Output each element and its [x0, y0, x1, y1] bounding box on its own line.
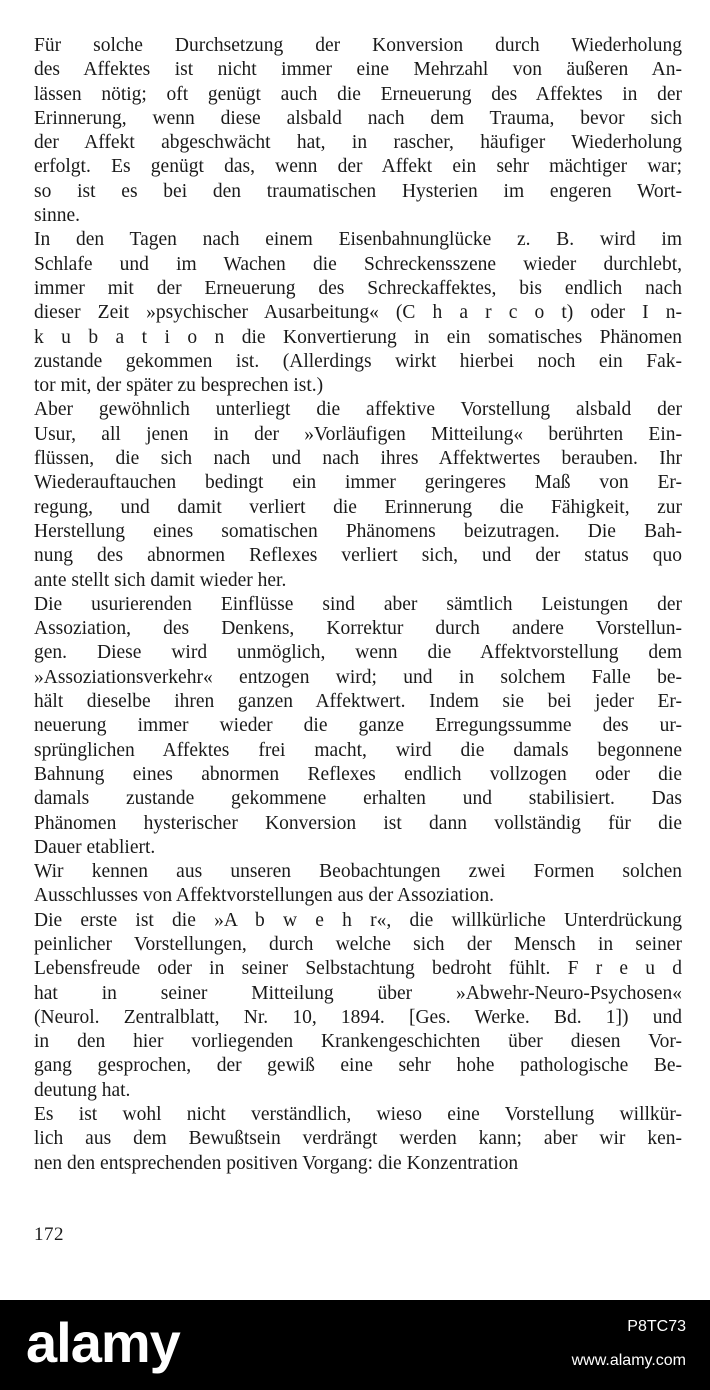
- alamy-logo: alamy: [26, 1311, 180, 1374]
- text-line: Erinnerung, wenn diese alsbald nach dem Trauma, bevor sich: [34, 107, 682, 129]
- text-line: ante stellt sich damit wieder her.: [34, 569, 287, 591]
- text-line: flüssen, die sich nach und nach ihres Affektwertes berauben. Ihr: [34, 448, 682, 470]
- text-line: erfolgt. Es genügt das, wenn der Affekt ein sehr mächtiger war;: [34, 156, 682, 178]
- text-line: lässen nötig; oft genügt auch die Erneuerung des Affektes in der: [34, 83, 682, 105]
- paragraph: [34, 34, 682, 228]
- text-line: gang gesprochen, der gewiß eine sehr hohe pathologische Be-: [34, 1055, 682, 1077]
- text-line: Aber gewöhnlich unterliegt die affektive Vorstellung alsbald der: [34, 399, 682, 421]
- text-line: Wiederauftauchen bedingt ein immer geringeres Maß von Er-: [34, 472, 682, 494]
- paragraph: [34, 228, 682, 398]
- text-line: Bahnung eines abnormen Reflexes endlich vollzogen oder die: [34, 763, 682, 785]
- paragraph: [34, 593, 682, 860]
- text-line: in den hier vorliegenden Krankengeschichten über diesen Vor-: [34, 1031, 682, 1053]
- text-line: damals zustande gekommene erhalten und stabilisiert. Das: [34, 788, 682, 810]
- text-line: Herstellung eines somatischen Phänomens beizutragen. Die Bah-: [34, 520, 682, 542]
- text-line: peinlicher Vorstellungen, durch welche sich der Mensch in seiner: [34, 933, 682, 955]
- text-line: Dauer etabliert.: [34, 836, 156, 858]
- text-line: gen. Diese wird unmöglich, wenn die Affektvorstellung dem: [34, 642, 682, 664]
- text-line: Lebensfreude oder in seiner Selbstachtung bedroht fühlt. F r e u d: [34, 958, 682, 980]
- paragraph: [34, 398, 682, 592]
- text-line: Phänomen hysterischer Konversion ist dann vollständig für die: [34, 812, 682, 834]
- text-line: Assoziation, des Denkens, Korrektur durch andere Vorstellun-: [34, 618, 682, 640]
- text-line: (Neurol. Zentralblatt, Nr. 10, 1894. [Ges. Werke. Bd. 1]) und: [34, 1006, 682, 1028]
- text-line: regung, und damit verliert die Erinnerung die Fähigkeit, zur: [34, 496, 682, 518]
- paragraph: [34, 860, 682, 909]
- text-line: des Affektes ist nicht immer eine Mehrzahl von äußeren An-: [34, 59, 682, 81]
- text-line: hat in seiner Mitteilung über »Abwehr-Neuro-Psychosen«: [34, 982, 682, 1004]
- text-line: so ist es bei den traumatischen Hysterien im engeren Wort-: [34, 180, 682, 202]
- text-line: dieser Zeit »psychischer Ausarbeitung« (C h a r c o t) oder I n-: [34, 302, 682, 324]
- text-line: neuerung immer wieder die ganze Erregungssumme des ur-: [34, 715, 682, 737]
- text-line: nung des abnormen Reflexes verliert sich, und der status quo: [34, 545, 682, 567]
- text-line: immer mit der Erneuerung des Schreckaffektes, bis endlich nach: [34, 277, 682, 299]
- page-number: 172: [34, 1224, 64, 1245]
- text-line: Usur, all jenen in der »Vorläufigen Mitteilung« berührten Ein-: [34, 423, 682, 445]
- text-line: Wir kennen aus unseren Beobachtungen zwei Formen solchen: [34, 861, 682, 883]
- text-line: sinne.: [34, 205, 81, 227]
- text-line: »Assoziationsverkehr« entzogen wird; und in solchem Falle be-: [34, 666, 682, 688]
- text-line: Es ist wohl nicht verständlich, wieso eine Vorstellung willkür-: [34, 1104, 682, 1126]
- text-line: hält dieselbe ihren ganzen Affektwert. Indem sie bei jeder Er-: [34, 691, 682, 713]
- text-line: Für solche Durchsetzung der Konversion durch Wiederholung: [34, 35, 682, 56]
- text-line: lich aus dem Bewußtsein verdrängt werden kann; aber wir ken-: [34, 1128, 682, 1150]
- text-line: Schlafe und im Wachen die Schreckensszene wieder durchlebt,: [34, 253, 682, 275]
- image-id: P8TC73: [627, 1318, 686, 1335]
- text-line: zustande gekommen ist. (Allerdings wirkt hierbei noch ein Fak-: [34, 350, 682, 372]
- text-line: In den Tagen nach einem Eisenbahnunglücke z. B. wird im: [34, 229, 682, 251]
- text-line: k u b a t i o n die Konvertierung in ein somatisches Phänomen: [34, 326, 682, 348]
- text-line: tor mit, der später zu besprechen ist.): [34, 375, 324, 397]
- paragraph: [34, 909, 682, 1103]
- text-line: Ausschlusses von Affektvorstellungen aus der Assoziation.: [34, 885, 495, 907]
- body-text: [34, 34, 682, 1176]
- text-line: sprünglichen Affektes frei macht, wird die damals begonnene: [34, 739, 682, 761]
- footer-url: www.alamy.com: [571, 1352, 686, 1369]
- text-line: Die usurierenden Einflüsse sind aber sämtlich Leistungen der: [34, 593, 682, 615]
- text-line: der Affekt abgeschwächt hat, in rascher, häufiger Wiederholung: [34, 132, 682, 154]
- text-line: deutung hat.: [34, 1079, 131, 1101]
- watermark-footer: [0, 1300, 710, 1390]
- paragraph: [34, 1103, 682, 1176]
- text-line: nen den entsprechenden positiven Vorgang: die Konzentration: [34, 1152, 519, 1174]
- text-line: Die erste ist die »A b w e h r«, die willkürliche Unterdrückung: [34, 909, 682, 931]
